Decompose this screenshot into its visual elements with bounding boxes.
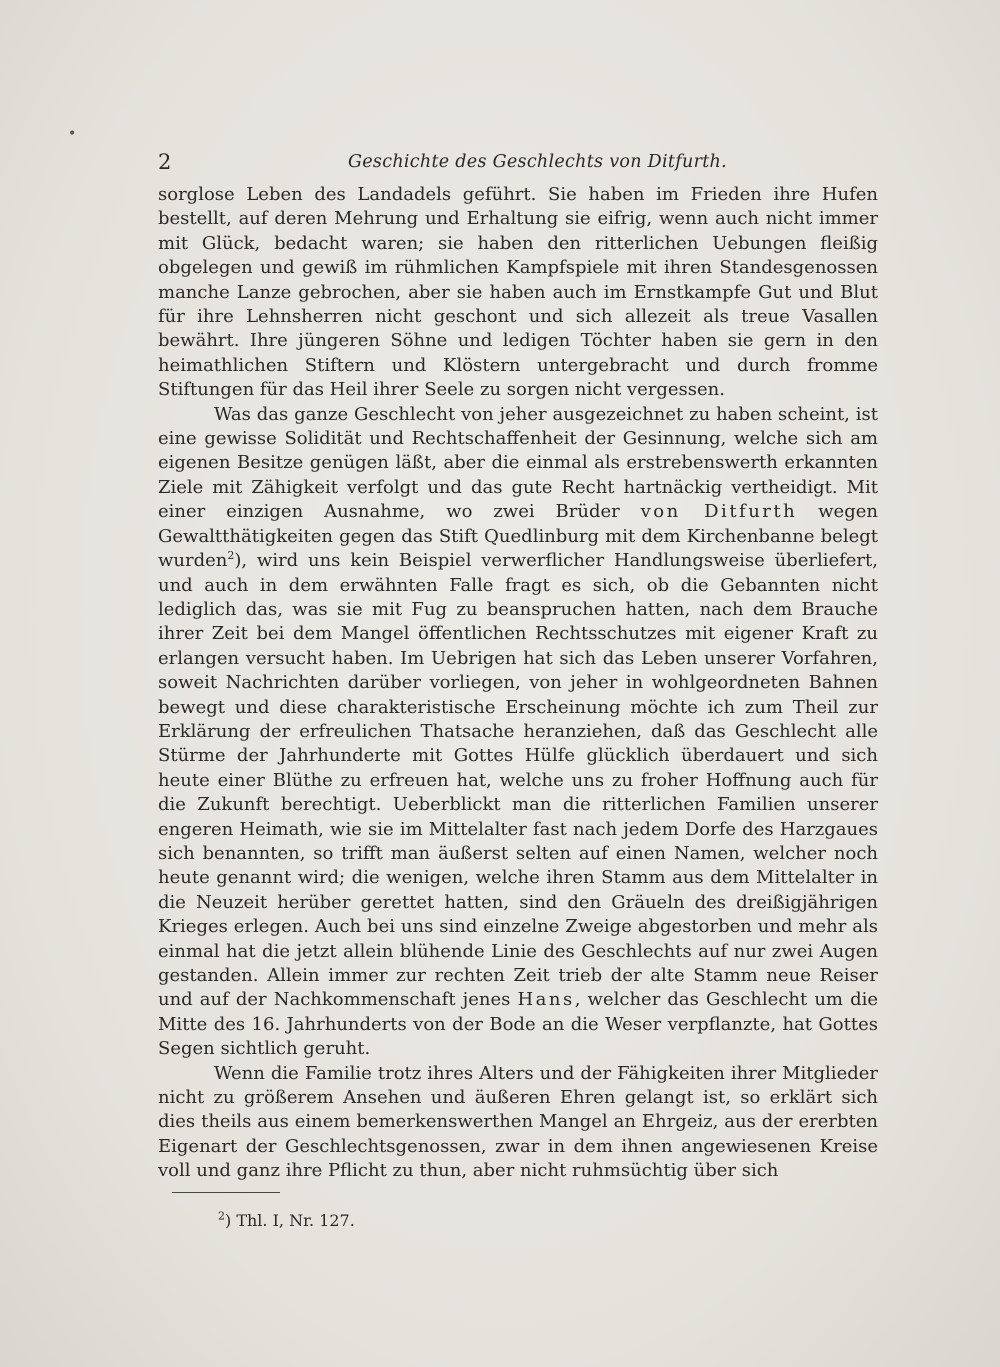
footnote-marker: 2 [218,1209,225,1223]
paragraph-3: Wenn die Familie trotz ihres Alters und der Fähigkeiten ihrer Mitglieder nicht zu größerem Ansehen und äußeren Ehren gelangt ist, so erklärt sich dies theils aus einem bemerkenswerthen Mangel an Ehrgeiz, aus der ererbten Eigenart der Geschlechtsgenossen, zwar in dem ihnen angewiesenen Kreise voll und ganz ihre Pflicht zu thun, aber nicht ruhmsüchtig über sich [158,1062,878,1182]
footnote [218,1211,355,1230]
paragraph-2-part3: ), wird uns kein Beispiel verwerflicher Handlungsweise überliefert, und auch in dem erwähnten Falle fragt es sich, ob die Gebannten nicht lediglich das, was sie mit Fug zu beanspruchen hatten, nach dem Brauche ihrer Zeit bei dem Mangel öffentlichen Rechtsschutzes mit eigener Kraft zu erlangen versucht haben. Im Uebrigen hat sich das Leben unserer Vorfahren, soweit Nachrichten darüber vorliegen, von jeher in wohlgeordneten Bahnen bewegt und diese charakteristische Erscheinung möchte ich zum Theil zur Erklärung der erfreulichen Thatsache heranziehen, daß das Geschlecht alle Stürme der Jahrhunderte mit Gottes Hülfe glücklich überdauert und sich heute einer Blüthe zu erfreuen hat, welche uns zu froher Hoffnung auch für die Zukunft berechtigt. Ueberblickt man die ritterlichen Familien unserer engeren Heimath, wie sie im Mittelalter fast nach jedem Dorfe des Harzgaues sich benannten, so trifft man äußerst selten auf einen Namen, welcher noch heute genannt wird; die wenigen, welche ihren Stamm aus dem Mittelalter in die Neuzeit herüber gerettet hatten, sind den Gräueln des dreißigjährigen Krieges erlegen. Auch bei uns sind einzelne Zweige abgestorben und mehr als einmal hat die jetzt allein blühende Linie des Geschlechts auf nur zwei Augen gestanden. Allein immer zur rechten Zeit trieb der alte Stamm neue Reiser und auf der Nachkommenschaft jenes [158,550,878,1011]
stray-mark: • [68,126,77,142]
page-number: 2 [158,150,172,174]
running-title: Geschichte des Geschlechts von Ditfurth. [348,152,727,172]
spaced-name-von-ditfurth: von Ditfurth [640,501,798,523]
spaced-name-hans: Hans [517,989,575,1011]
footnote-text: ) Thl. I, Nr. 127. [225,1211,355,1230]
page-header [158,150,878,180]
footnote-divider [172,1192,280,1193]
body-text [158,183,878,1184]
paragraph-2-part4: , welcher das Geschlecht um die Mitte des 16. Jahrhunderts von der Bode an die Weser verpflanzte, hat Gottes Segen sichtlich geruht. [158,989,878,1060]
paragraph-2 [158,403,878,1062]
footnote-reference: 2 [227,549,235,563]
paragraph-2-part2: wegen Gewaltthätigkeiten gegen das Stift Quedlinburg mit dem Kirchenbanne belegt wurden [158,501,878,572]
paragraph-2-part1: Was das ganze Geschlecht von jeher ausgezeichnet zu haben scheint, ist eine gewisse Solidität und Rechtschaffenheit der Gesinnung, welche sich am eigenen Besitze genügen läßt, aber die einmal als erstrebenswerth erkannten Ziele mit Zähigkeit verfolgt und das gute Recht hartnäckig vertheidigt. Mit einer einzigen Ausnahme, wo zwei Brüder [158,403,878,523]
paragraph-1: sorglose Leben des Landadels geführt. Sie haben im Frieden ihre Hufen bestellt, auf deren Mehrung und Erhaltung sie eifrig, wenn auch nicht immer mit Glück, bedacht waren; sie haben den ritterlichen Uebungen fleißig obgelegen und gewiß im rühmlichen Kampfspiele mit ihren Standesgenossen manche Lanze gebrochen, aber sie haben auch im Ernstkampfe Gut und Blut für ihre Lehnsherren nicht geschont und sich allezeit als treue Vasallen bewährt. Ihre jüngeren Söhne und ledigen Töchter haben sie gern in den heimathlichen Stiftern und Klöstern untergebracht und durch fromme Stiftungen für das Heil ihrer Seele zu sorgen nicht vergessen. [158,184,878,401]
